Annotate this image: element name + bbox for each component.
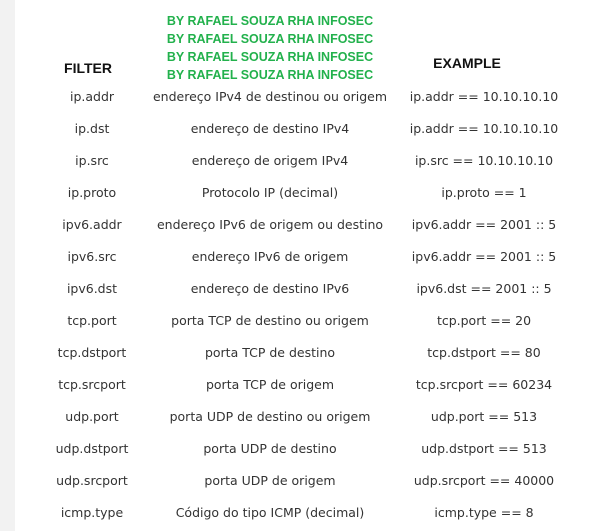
filter-cell: ip.dst (74, 121, 110, 136)
table-row (0, 209, 594, 241)
description-cell: porta UDP de destino (203, 441, 337, 456)
example-cell: ip.proto == 1 (441, 185, 527, 200)
filter-column-header: FILTER (64, 60, 112, 76)
table-row (0, 433, 594, 465)
example-cell: ipv6.dst == 2001 :: 5 (416, 281, 552, 296)
description-cell: endereço IPv6 de origem (191, 249, 349, 264)
description-cell: Código do tipo ICMP (decimal) (175, 505, 365, 520)
filter-cell: ipv6.src (67, 249, 117, 264)
description-cell: endereço de destino IPv4 (190, 121, 350, 136)
description-cell: porta TCP de destino (204, 345, 336, 360)
description-cell: endereço IPv6 de origem ou destino (156, 217, 384, 232)
example-cell: ip.addr == 10.10.10.10 (409, 89, 559, 104)
filter-cell: icmp.type (60, 505, 124, 520)
example-cell: udp.port == 513 (430, 409, 538, 424)
table-row (0, 497, 594, 529)
filter-cell: udp.port (65, 409, 119, 424)
credit-line: BY RAFAEL SOUZA RHA INFOSEC (166, 14, 374, 28)
filter-cell: ip.addr (69, 89, 115, 104)
description-cell: porta TCP de origem (205, 377, 335, 392)
credit-line: BY RAFAEL SOUZA RHA INFOSEC (166, 32, 374, 46)
table-row (0, 305, 594, 337)
filter-cell: ip.src (75, 153, 109, 168)
example-cell: icmp.type == 8 (434, 505, 534, 520)
table-row (0, 113, 594, 145)
filter-cell: tcp.srcport (58, 377, 126, 392)
example-cell: ip.addr == 10.10.10.10 (409, 121, 559, 136)
description-cell: Protocolo IP (decimal) (201, 185, 339, 200)
example-cell: tcp.srcport == 60234 (415, 377, 553, 392)
filter-cell: tcp.port (67, 313, 117, 328)
example-cell: tcp.dstport == 80 (427, 345, 541, 360)
description-cell: porta TCP de destino ou origem (171, 313, 369, 328)
example-cell: ip.src == 10.10.10.10 (414, 153, 554, 168)
credit-line: BY RAFAEL SOUZA RHA INFOSEC (166, 50, 374, 64)
table-row (0, 337, 594, 369)
credit-line: BY RAFAEL SOUZA RHA INFOSEC (166, 68, 374, 82)
table-row (0, 401, 594, 433)
filter-cell: ipv6.dst (66, 281, 118, 296)
description-cell: endereço IPv4 de destinou ou origem (152, 89, 387, 104)
filter-cell: ipv6.addr (62, 217, 122, 232)
table-row (0, 177, 594, 209)
credits-block (150, 12, 390, 84)
table-row (0, 81, 594, 113)
table-row (0, 273, 594, 305)
example-cell: udp.srcport == 40000 (413, 473, 555, 488)
example-cell: ipv6.addr == 2001 :: 5 (411, 217, 557, 232)
example-cell: ipv6.addr == 2001 :: 5 (411, 249, 557, 264)
filter-table (0, 81, 594, 529)
table-row (0, 369, 594, 401)
filter-cell: ip.proto (67, 185, 117, 200)
example-cell: tcp.port == 20 (436, 313, 532, 328)
filter-cell: udp.srcport (56, 473, 128, 488)
description-cell: endereço de destino IPv6 (190, 281, 350, 296)
table-row (0, 145, 594, 177)
filter-cell: tcp.dstport (57, 345, 127, 360)
description-cell: porta UDP de destino ou origem (169, 409, 371, 424)
filter-cell: udp.dstport (55, 441, 129, 456)
description-cell: porta UDP de origem (204, 473, 336, 488)
table-row (0, 241, 594, 273)
description-cell: endereço de origem IPv4 (191, 153, 349, 168)
example-cell: udp.dstport == 513 (421, 441, 547, 456)
table-row (0, 465, 594, 497)
example-column-header: EXAMPLE (433, 55, 501, 71)
